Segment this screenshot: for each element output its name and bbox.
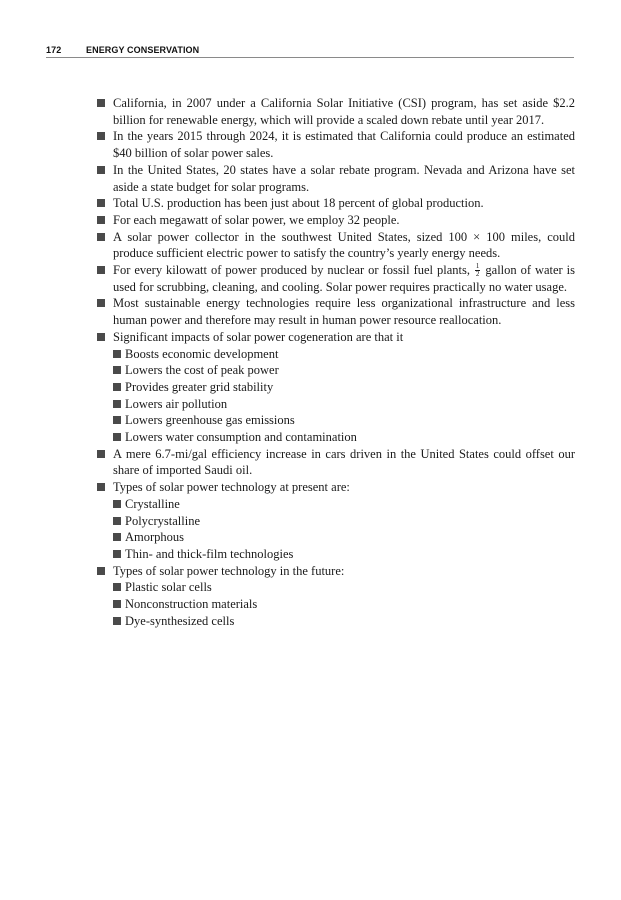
square-bullet-icon xyxy=(113,350,121,358)
square-bullet-icon xyxy=(113,533,121,541)
bullet-text: Most sustainable energy technologies require less organizational infrastructure and less human power and therefore may result in human power resource reallocation. xyxy=(113,296,575,328)
bullet-text: For each megawatt of solar power, we employ 32 people. xyxy=(113,212,400,227)
bullet-text: Total U.S. production has been just about 18 percent of global production. xyxy=(113,196,484,211)
page-number: 172 xyxy=(46,45,62,55)
bullet-item xyxy=(97,479,575,563)
square-bullet-icon xyxy=(97,132,105,140)
bullet-list xyxy=(97,95,575,630)
square-bullet-icon xyxy=(97,450,105,458)
square-bullet-icon xyxy=(97,233,105,241)
sub-bullet-item xyxy=(113,546,575,563)
square-bullet-icon xyxy=(97,166,105,174)
sub-bullet-text: Polycrystalline xyxy=(125,513,200,528)
sub-bullet-text: Plastic solar cells xyxy=(125,580,212,595)
square-bullet-icon xyxy=(97,299,105,307)
one-half-fraction xyxy=(475,263,481,278)
sub-bullet-item xyxy=(113,596,575,613)
bullet-item xyxy=(97,295,575,328)
bullet-item xyxy=(97,95,575,128)
sub-bullet-text: Thin- and thick-film technologies xyxy=(125,546,294,561)
square-bullet-icon xyxy=(97,99,105,107)
square-bullet-icon xyxy=(113,383,121,391)
sub-bullet-list xyxy=(113,496,575,563)
square-bullet-icon xyxy=(113,550,121,558)
bullet-item xyxy=(97,195,575,212)
sub-bullet-item xyxy=(113,379,575,396)
square-bullet-icon xyxy=(113,400,121,408)
sub-bullet-item xyxy=(113,346,575,363)
bullet-text: Types of solar power technology in the future: xyxy=(113,563,345,578)
bullet-item xyxy=(97,329,575,446)
bullet-text: A mere 6.7-mi/gal efficiency increase in cars driven in the United States could offset our share of imported Saudi oil. xyxy=(113,446,575,478)
bullet-text: In the United States, 20 states have a solar rebate program. Nevada and Arizona have set aside a state budget for solar programs. xyxy=(113,162,575,194)
sub-bullet-text: Crystalline xyxy=(125,496,180,511)
square-bullet-icon xyxy=(113,600,121,608)
square-bullet-icon xyxy=(97,567,105,575)
sub-bullet-item xyxy=(113,496,575,513)
square-bullet-icon xyxy=(97,199,105,207)
sub-bullet-text: Dye-synthesized cells xyxy=(125,613,235,628)
sub-bullet-item xyxy=(113,579,575,596)
bullet-item xyxy=(97,212,575,229)
bullet-text: California, in 2007 under a California Solar Initiative (CSI) program, has set aside $2.2 billion for renewable energy, which will provide a scaled down rebate until year 2017. xyxy=(113,96,575,127)
fraction-numerator: 1 xyxy=(475,261,480,270)
sub-bullet-item xyxy=(113,412,575,429)
sub-bullet-item xyxy=(113,613,575,630)
sub-bullet-text: Nonconstruction materials xyxy=(125,597,258,612)
sub-bullet-text: Lowers air pollution xyxy=(125,396,228,411)
section-title: ENERGY CONSERVATION xyxy=(86,45,200,55)
bullet-text-after-fraction: gallon of water is used for scrubbing, cleaning, and cooling. Solar power requires practically no water usage. xyxy=(113,263,576,294)
bullet-item xyxy=(97,162,575,195)
square-bullet-icon xyxy=(97,216,105,224)
square-bullet-icon xyxy=(113,617,121,625)
sub-bullet-item xyxy=(113,429,575,446)
running-head xyxy=(46,43,574,58)
square-bullet-icon xyxy=(97,333,105,341)
square-bullet-icon xyxy=(113,416,121,424)
bullet-item xyxy=(97,563,575,630)
sub-bullet-list xyxy=(113,346,575,446)
square-bullet-icon xyxy=(113,500,121,508)
sub-bullet-text: Amorphous xyxy=(125,530,185,545)
square-bullet-icon xyxy=(113,433,121,441)
sub-bullet-text: Lowers greenhouse gas emissions xyxy=(125,413,295,428)
bullet-item xyxy=(97,446,575,479)
bullet-list-content xyxy=(97,95,575,630)
sub-bullet-item xyxy=(113,513,575,530)
sub-bullet-text: Lowers the cost of peak power xyxy=(125,363,279,378)
sub-bullet-text: Lowers water consumption and contamination xyxy=(125,430,357,445)
bullet-item xyxy=(97,229,575,262)
fraction-denominator: 2 xyxy=(475,269,480,278)
square-bullet-icon xyxy=(113,366,121,374)
sub-bullet-item xyxy=(113,362,575,379)
bullet-item xyxy=(97,128,575,161)
sub-bullet-item xyxy=(113,529,575,546)
bullet-text: Significant impacts of solar power cogeneration are that it xyxy=(113,329,404,344)
square-bullet-icon xyxy=(113,517,121,525)
bullet-text: A solar power collector in the southwest United States, sized 100 × 100 miles, could produce sufficient electric power to satisfy the country’s yearly energy needs. xyxy=(113,229,575,261)
square-bullet-icon xyxy=(113,583,121,591)
bullet-text: In the years 2015 through 2024, it is estimated that California could produce an estimated $40 billion of solar power sales. xyxy=(113,129,575,161)
bullet-text: Types of solar power technology at present are: xyxy=(113,480,350,495)
square-bullet-icon xyxy=(97,483,105,491)
sub-bullet-list xyxy=(113,579,575,629)
sub-bullet-item xyxy=(113,396,575,413)
sub-bullet-text: Provides greater grid stability xyxy=(125,379,274,394)
bullet-item xyxy=(97,262,575,295)
square-bullet-icon xyxy=(97,266,105,274)
bullet-text-before-fraction: For every kilowatt of power produced by nuclear or fossil fuel plants, xyxy=(113,263,470,278)
sub-bullet-text: Boosts economic development xyxy=(125,346,279,361)
